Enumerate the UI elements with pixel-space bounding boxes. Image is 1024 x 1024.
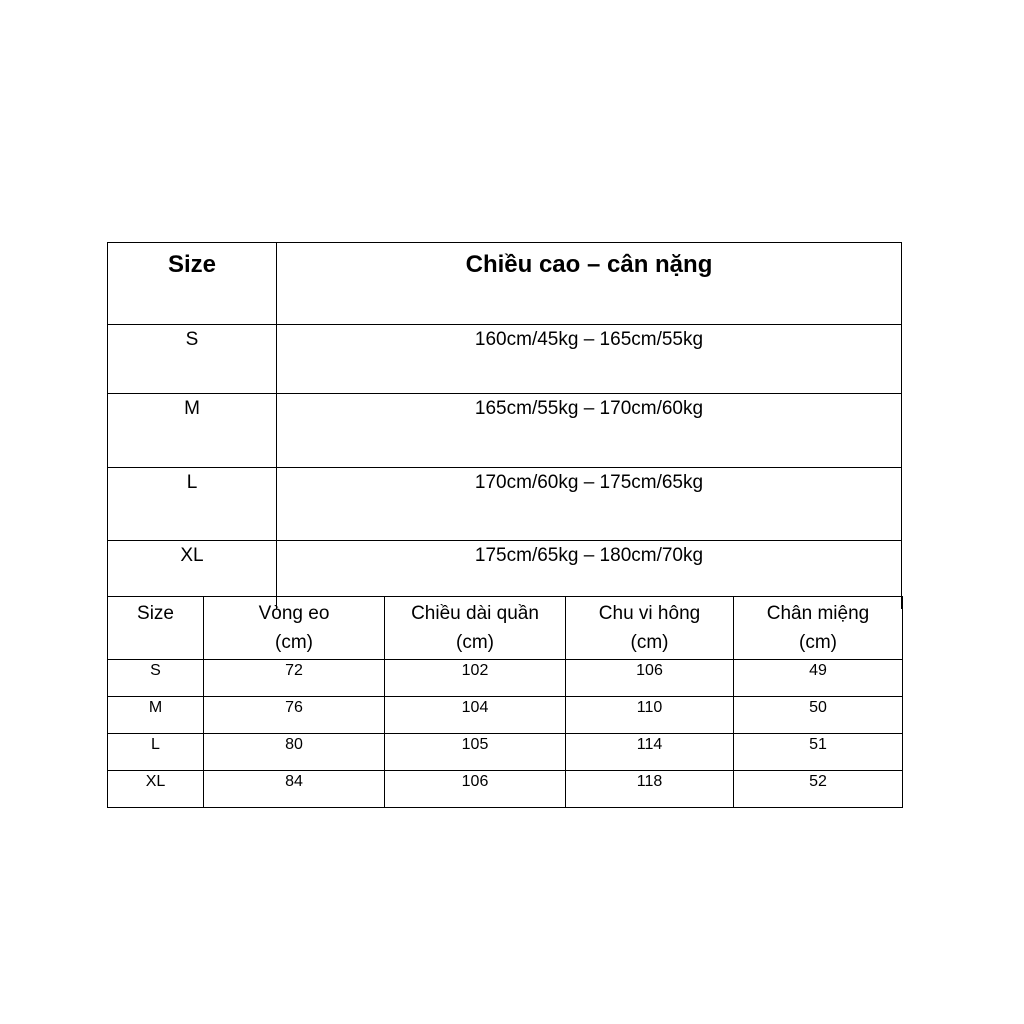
length-cell: 104 [385,697,566,734]
header-unit: (cm) [630,632,669,653]
size-cell: S [108,325,277,394]
length-cell: 102 [385,660,566,697]
header-line: Chân miệng [766,603,870,624]
waist-cell: 80 [204,734,385,771]
size-header [108,597,204,660]
header-unit: (cm) [275,632,313,653]
height-weight-cell: 165cm/55kg – 170cm/60kg [277,394,902,468]
table-row [108,734,903,771]
size-cell: M [108,697,204,734]
length-cell: 106 [385,771,566,808]
size-cell: XL [108,771,204,808]
header-unit: (cm) [799,632,837,653]
table-header-row [108,243,902,325]
height-weight-cell: 170cm/60kg – 175cm/65kg [277,468,902,541]
table-row [108,771,903,808]
table-header-row [108,597,903,660]
table-row [108,697,903,734]
hem-cell: 49 [734,660,903,697]
hem-cell: 52 [734,771,903,808]
waist-cell: 84 [204,771,385,808]
hip-cell: 114 [566,734,734,771]
waist-header [204,597,385,660]
height-weight-header: Chiều cao – cân nặng [277,243,902,325]
hip-header [566,597,734,660]
header-line: Chiều dài quần [411,603,539,624]
hem-cell: 51 [734,734,903,771]
size-cell: XL [108,541,277,610]
size-cell: L [108,468,277,541]
waist-cell: 72 [204,660,385,697]
header-unit: (cm) [456,632,494,653]
height-weight-size-table [107,242,902,609]
size-cell: M [108,394,277,468]
table-row [108,394,902,468]
height-weight-cell: 160cm/45kg – 165cm/55kg [277,325,902,394]
size-cell: L [108,734,204,771]
hip-cell: 110 [566,697,734,734]
size-header: Size [108,243,277,325]
length-header [385,597,566,660]
table-row [108,468,902,541]
hip-cell: 118 [566,771,734,808]
hip-cell: 106 [566,660,734,697]
header-line: Chu vi hông [598,603,701,624]
table-row [108,325,902,394]
waist-cell: 76 [204,697,385,734]
hem-header [734,597,903,660]
header-line: Vòng eo [258,603,330,624]
size-cell: S [108,660,204,697]
measurement-table [107,596,903,808]
hem-cell: 50 [734,697,903,734]
table-row [108,660,903,697]
length-cell: 105 [385,734,566,771]
header-line: Size [137,603,174,624]
height-weight-cell: 175cm/65kg – 180cm/70kg [277,541,902,610]
